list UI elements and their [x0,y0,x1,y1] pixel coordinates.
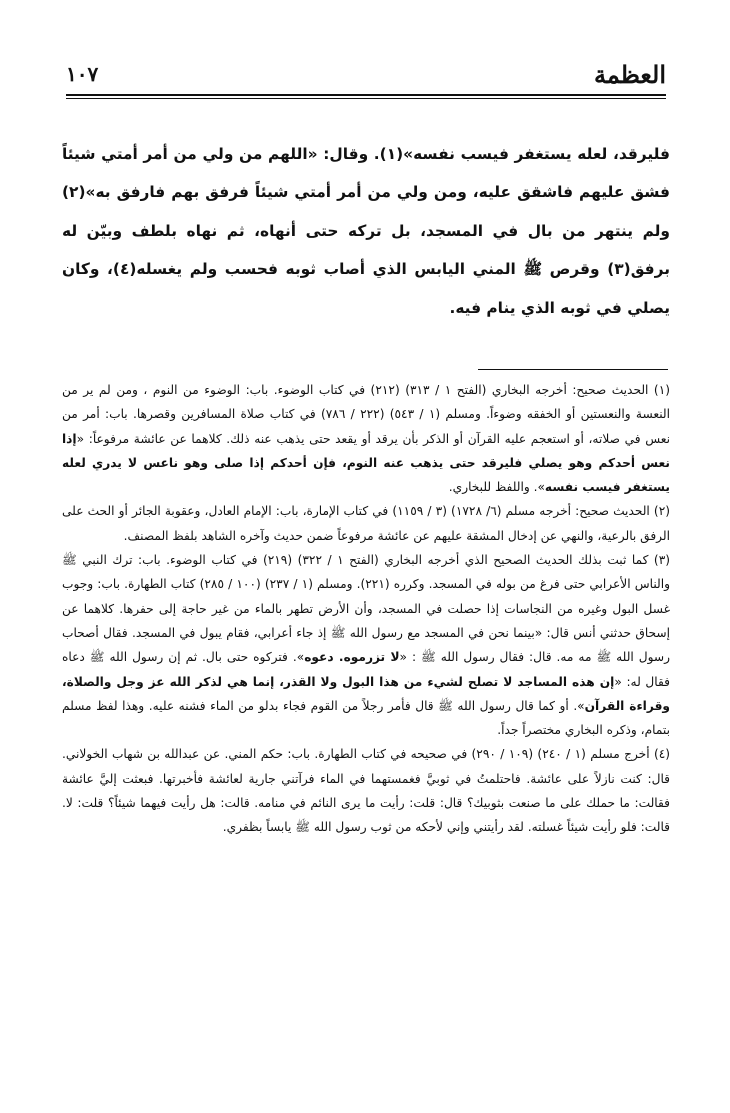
footnote-ref[interactable]: (٢) [62,183,86,202]
footnote-3 [62,548,670,742]
page-number: ١٠٧ [66,62,99,86]
footnote-text: ». فتركوه حتى بال. ثم إن رسول الله ﷺ دعاه فقال له: « [62,650,670,689]
footnotes [62,378,670,840]
footnote-text: ». أو كما قال رسول الله ﷺ قال فأمر رجلاً من القوم فجاء بدلو من الماء فشنه عليه. وهذا لفظ مسلم بتمام، وذكره البخاري مختصراً جداً. [62,698,670,738]
footnote-ref[interactable]: (١) [379,145,404,163]
text-run: ، وكان يصلي في ثوبه الذي ينام فيه. [62,260,670,317]
footnote-number: (١) [653,383,670,397]
footnote-text: ». واللفظ للبخاري. [448,480,545,495]
footnote-text: أخرج مسلم (١ / ٢٤٠) (١٠٩ / ٢٩٠) في صحيحه في كتاب الطهارة. باب: حكم المني. عن عبدالله بن شهاب الخولاني. قال: كنت نازلاً على عائشة. فاحتلمتُ في ثوبيَّ فغمستهما في الماء فرآتني جارية لعائشة فأخبرتها. فبعثت إليَّ عائشة فقالت: ما حملك على ما صنعت بثوبيك؟ قال: قلت: رأيت ما يرى النائم في منامه. قالت: هل رأيت فيهما شيئاً؟ قلت: لا. قالت: فلو رأيت شيئاً غسلته. لقد رأيتني وإني لأحكه من ثوب رسول الله ﷺ يابساً بظفري. [62,747,670,835]
text-run: وقرص ﷺ المني اليابس الذي أصاب ثوبه فحسب ولم يغسله [136,260,608,279]
footnote-text: كما ثبت بذلك الحديث الصحيح الذي أخرجه البخاري (الفتح ١ / ٣٢٢) (٢١٩) في كتاب الوضوء. باب: ترك النبي ﷺ والناس الأعرابي حتى فرغ من بوله في المسجد. وكرره (٢٢١). ومسلم (١ / ٢٣٧) (١٠٠ / ٢٨٥) كتاب الطهارة. باب: وجوب غسل البول وغيره من النجاسات إذا حصلت في المسجد، وأن الأرض تطهر بالماء من غير حاجة إلى حفرها. كلاهما عن إسحاق حدثني أنس قال: «بينما نحن في المسجد مع رسول الله ﷺ إذ جاء أعرابي، فقام يبول في المسجد. فقال أصحاب رسول الله ﷺ مه مه. قال: فقال رسول الله ﷺ : « [62,553,671,665]
footnote-number: (٤) [653,747,671,762]
main-text [62,135,670,327]
text-run: فليرقد، لعله يستغفر فيسب نفسه» [403,145,671,163]
footnote-1 [62,378,670,499]
footnote-quote: لا تزرموه. دعوه [304,650,400,665]
footnote-quote: إن هذه المساجد لا تصلح لشيء من هذا البول ولا القذر، إنما هي لذكر الله عز وجل والصلاة، وقراءة القرآن [62,674,670,713]
footnote-ref[interactable]: (٤) [112,260,137,279]
running-title: العظمة [594,60,666,89]
footnote-4 [62,742,670,839]
page-header [66,58,666,98]
footnote-2 [62,499,670,548]
main-paragraph [62,135,670,327]
header-rule [66,94,666,99]
footnote-number: (٢) [653,504,670,519]
text-run: ولم ينتهر من بال في المسجد، بل تركه حتى أنهاه، ثم نهاه بلطف وبيّن له برفق [62,221,670,279]
footnote-text: الحديث صحيح: أخرجه مسلم (٦/ ١٧٢٨) (٣ / ١١٥٩) في كتاب الإمارة، باب: الإمام العادل، وعقوبة الجائر أو الحث على الرفق بالرعية، والنهي عن إدخال المشقة عليهم عن عائشة مرفوعاً ضمن حديث وآخره الشاهد بلفظ المصنف. [62,504,670,543]
footnote-quote: إذا نعس أحدكم وهو يصلي فليرقد حتى يذهب عنه النوم، فإن أحدكم إذا صلى وهو ناعس لا يدري لعله يستغفر فيسب نفسه [62,431,670,495]
footnote-text: الحديث صحيح: أخرجه البخاري (الفتح ١ / ٣١٣) (٢١٢) في كتاب الوضوء. باب: الوضوء من النوم ، ومن لم ير من النعسة والنعستين أو الخفقه وضوءاً. ومسلم (١ / ٥٤٣) (٢٢٢ / ٧٨٦) في كتاب صلاة المسافرين وقصرها. باب: أمر من نعس في صلاته، أو استعجم عليه القرآن أو الذكر بأن يرقد أو يقعد حتى يذهب عنه ذلك. كلاهما عن عائشة مرفوعاً: « [62,383,670,446]
text-run: . وقال: «اللهم من ولي من أمر أمتي شيئاً فشق عليهم فاشقق عليه، ومن ولي من أمر أمتي شيئاً فرفق بهم فارفق به» [62,145,670,202]
footnote-divider [478,369,668,370]
footnote-ref[interactable]: (٣) [607,260,631,279]
footnote-number: (٣) [653,553,670,568]
